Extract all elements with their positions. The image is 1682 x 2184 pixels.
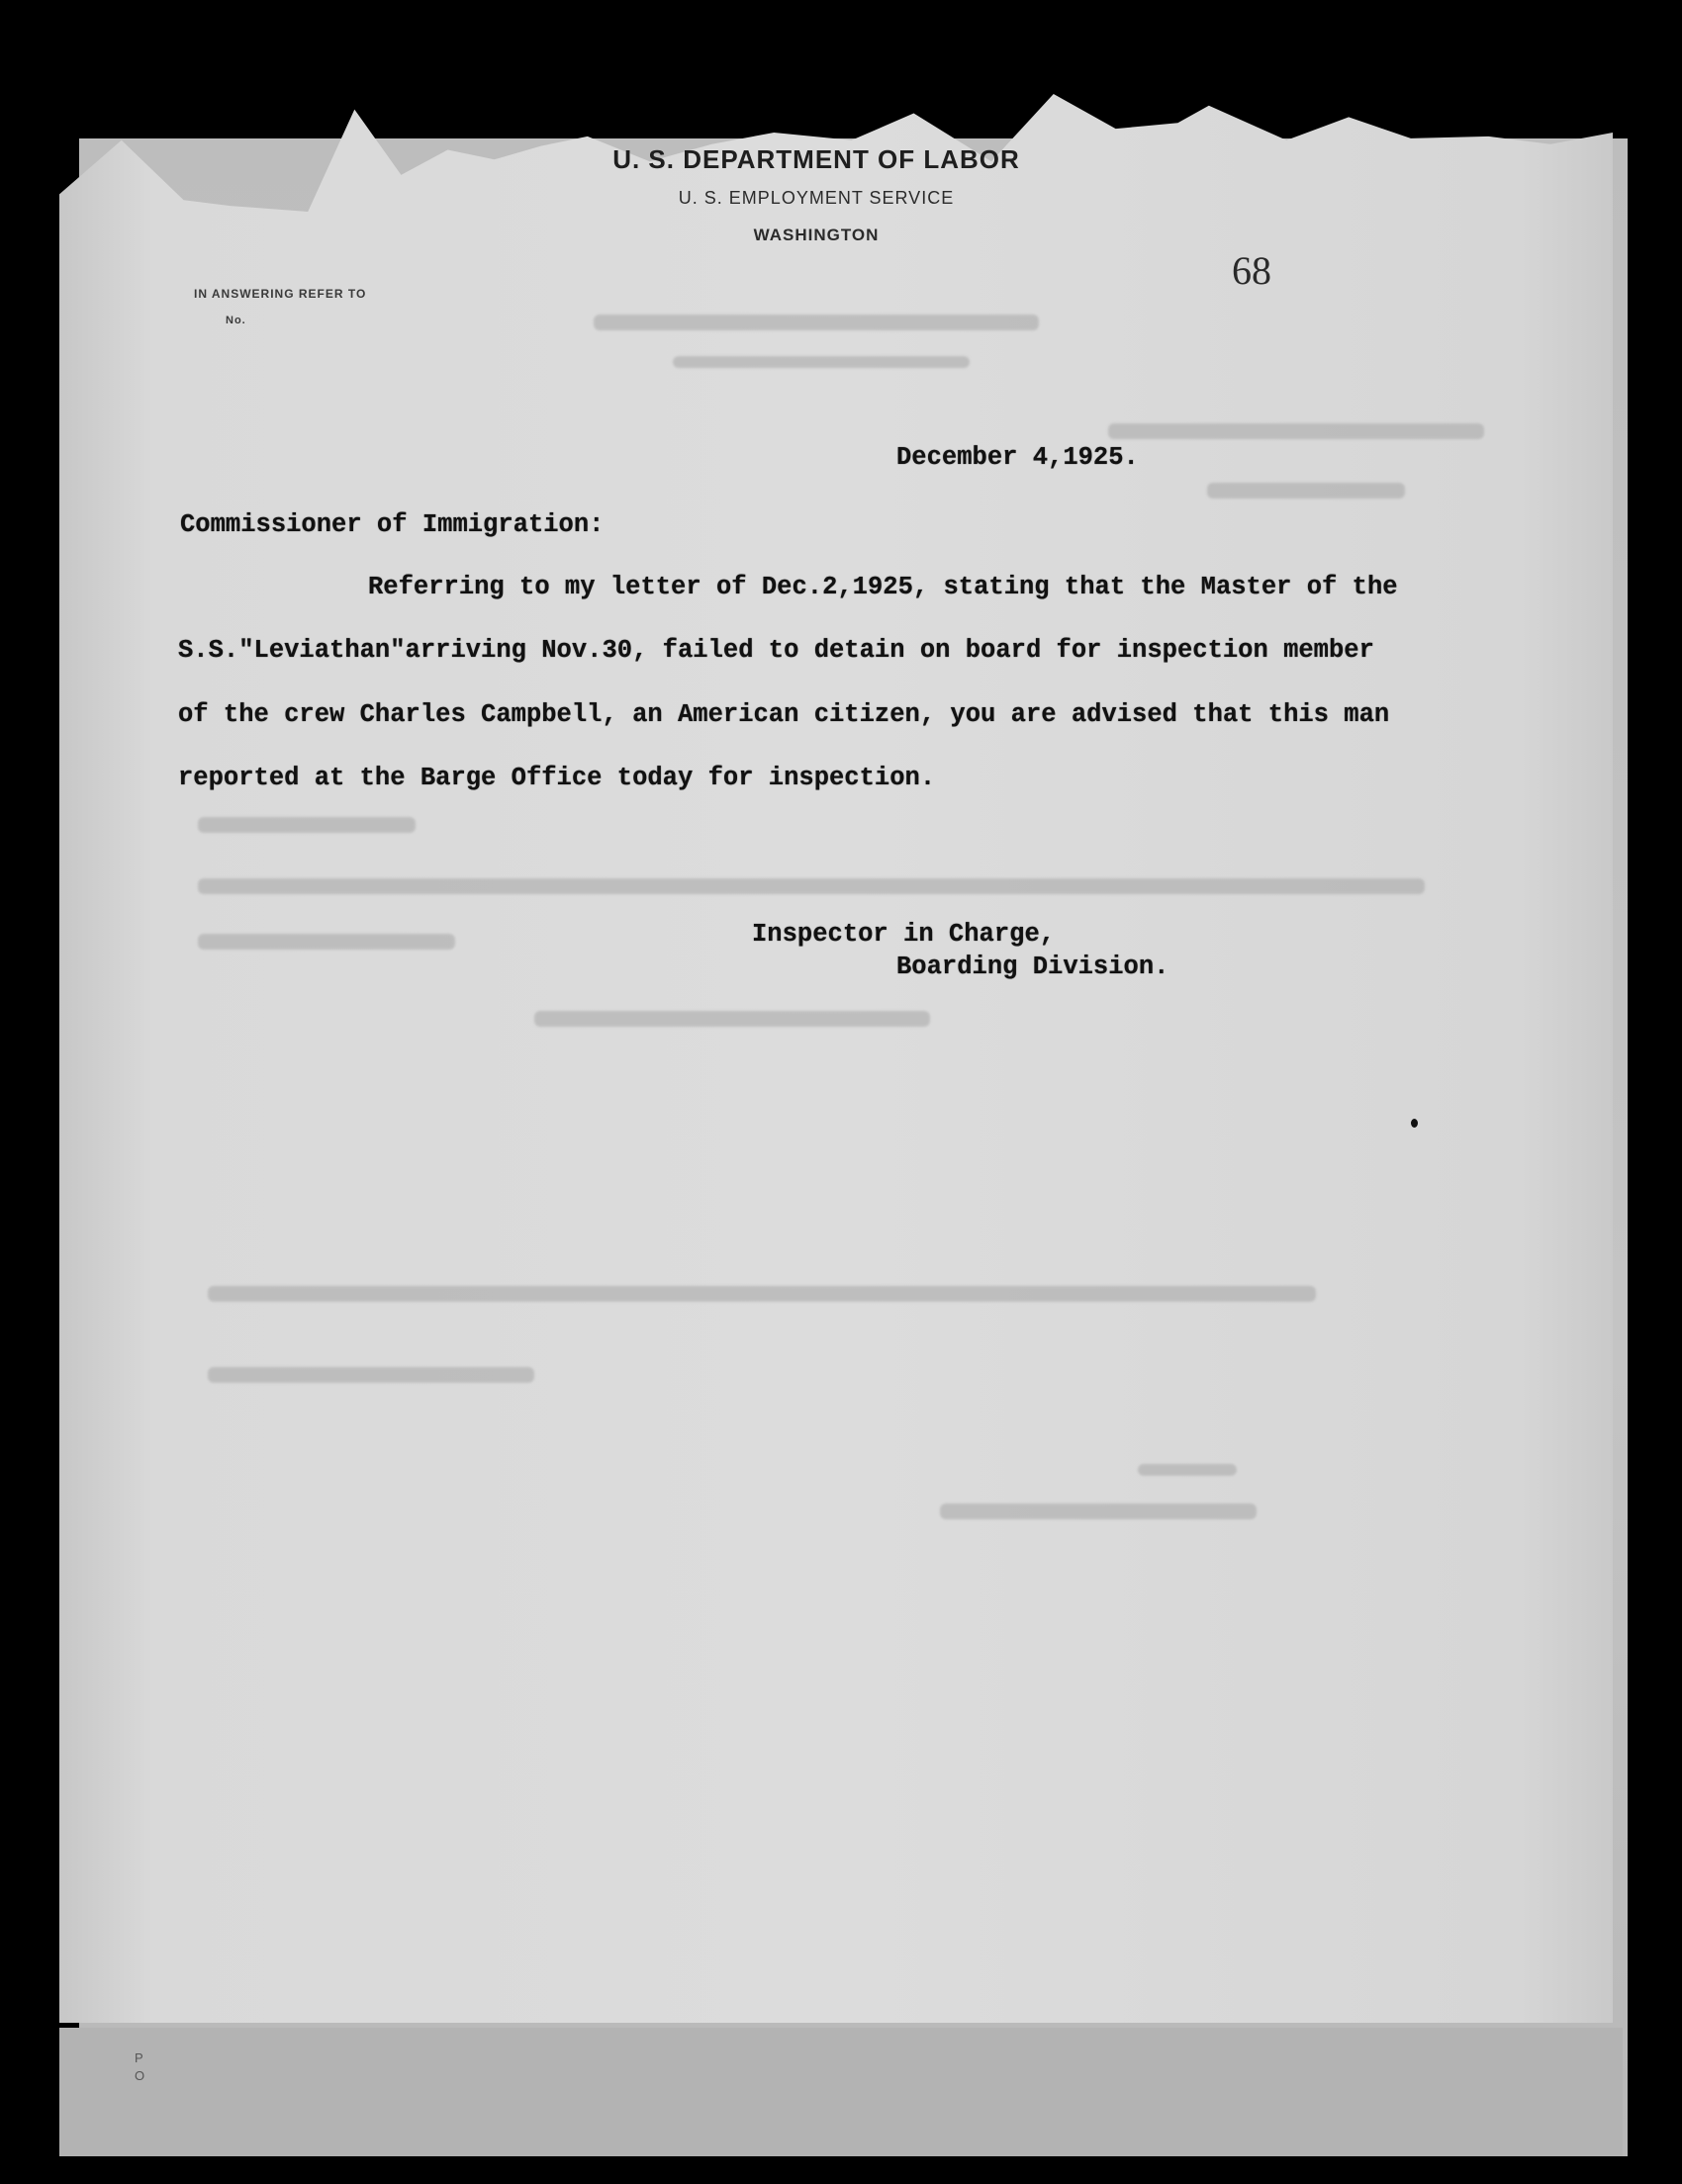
show-through-line [594, 315, 1039, 330]
show-through-line [940, 1503, 1257, 1519]
show-through-line [673, 356, 970, 368]
reference-label: IN ANSWERING REFER TO [194, 287, 367, 301]
show-through-line [1138, 1464, 1237, 1476]
signature-division: Boarding Division. [896, 953, 1169, 981]
body-line: reported at the Barge Office today for inspection. [178, 764, 936, 792]
body-line: Referring to my letter of Dec.2,1925, stating that the Master of the [368, 573, 1398, 601]
letterhead-service: U. S. EMPLOYMENT SERVICE [678, 188, 955, 208]
lower-sheet-edge [59, 2028, 1623, 2156]
page-number: 68 [1232, 248, 1271, 293]
body-line: S.S."Leviathan"arriving Nov.30, failed to detain on board for inspection member [178, 636, 1374, 665]
show-through-line [1207, 483, 1405, 499]
letter-salutation: Commissioner of Immigration: [180, 510, 605, 539]
ink-dot [1411, 1119, 1418, 1128]
body-line: of the crew Charles Campbell, an American citizen, you are advised that this man [178, 700, 1390, 729]
show-through-line [198, 934, 455, 950]
show-through-line [1108, 423, 1484, 439]
show-through-line [208, 1286, 1316, 1302]
show-through-line [198, 817, 416, 833]
letter-date: December 4,1925. [896, 443, 1139, 472]
show-through-line [208, 1367, 534, 1383]
show-through-line [534, 1011, 930, 1027]
letterhead-department: U. S. DEPARTMENT OF LABOR [612, 144, 1020, 174]
reference-number-label: No. [226, 315, 246, 326]
letter-sheet [59, 94, 1613, 2023]
edge-marks: P O [135, 2050, 145, 2083]
signature-title: Inspector in Charge, [752, 920, 1056, 949]
show-through-line [198, 878, 1425, 894]
letterhead-city: WASHINGTON [753, 226, 880, 244]
